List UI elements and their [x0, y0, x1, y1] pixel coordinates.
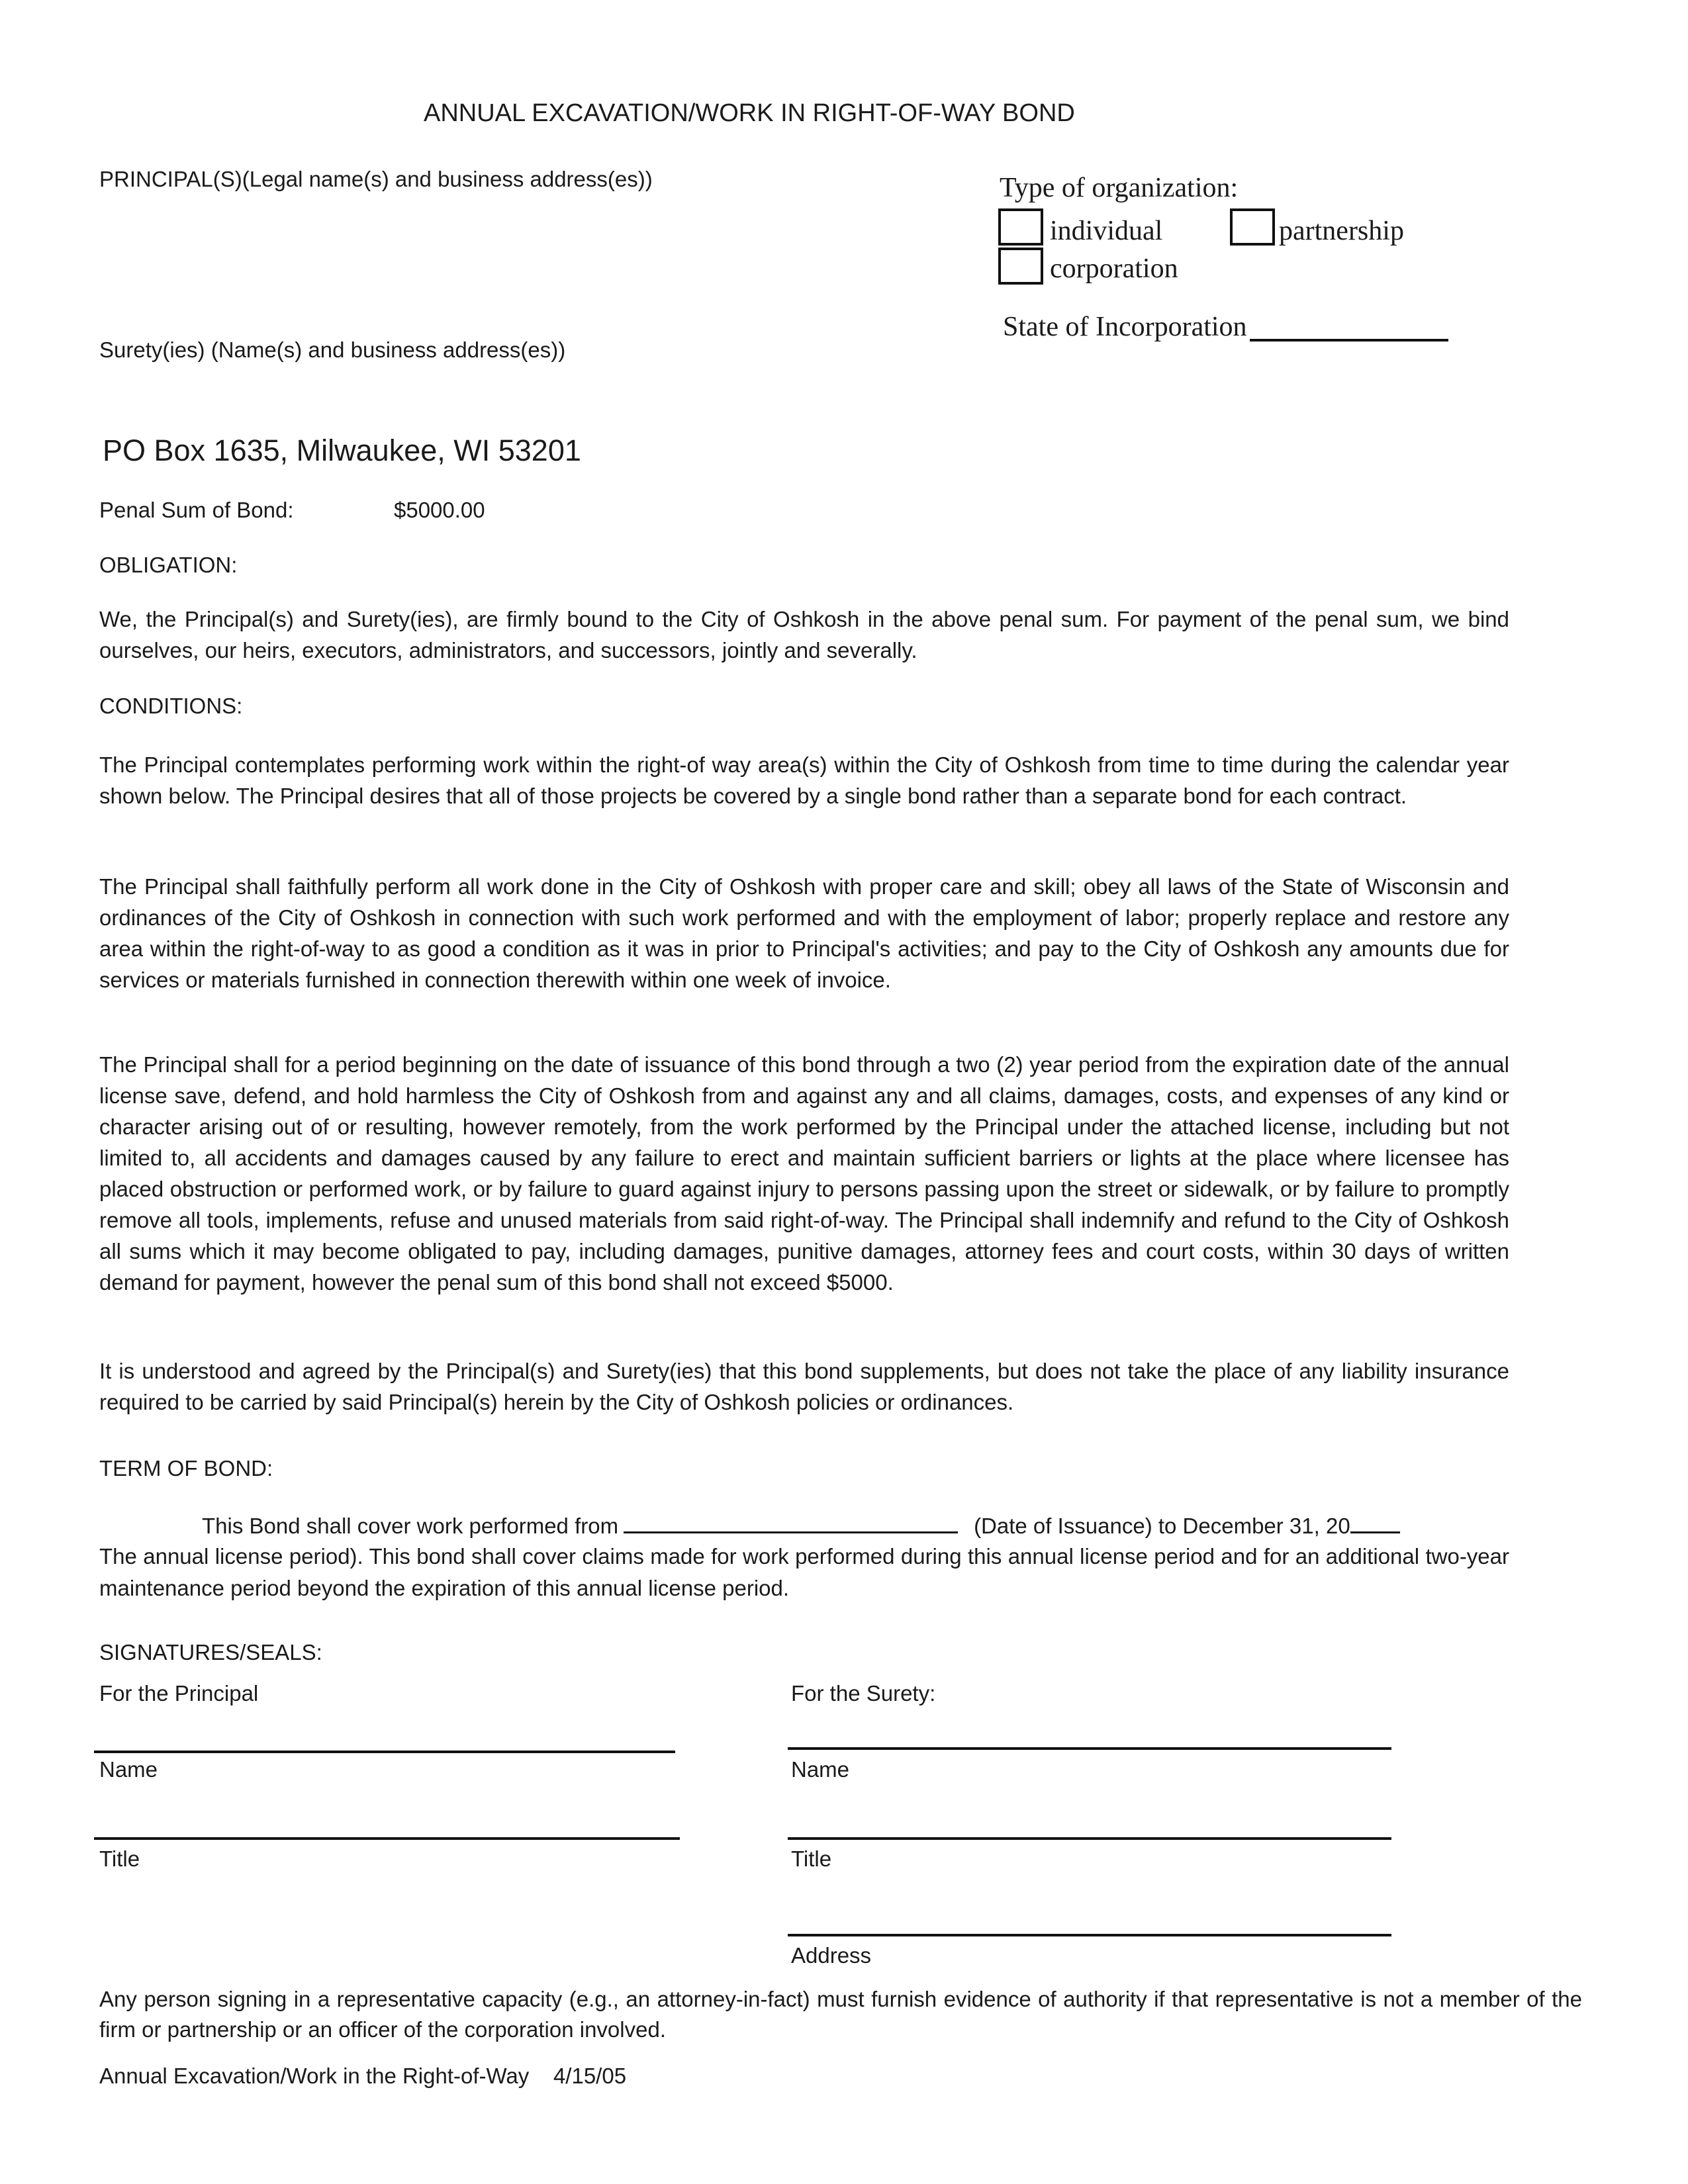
penal-sum-value: $5000.00	[394, 498, 485, 522]
obligation-text: We, the Principal(s) and Surety(ies), are firmly bound to the City of Oshkosh in the above penal sum. For payment of the penal sum, we bind ourselves, our heirs, executors, administrators, and successors, jointly and severally.	[99, 607, 1509, 662]
conditions-paragraph-1: The Principal contemplates performing work within the right-of way area(s) within the City of Oshkosh from time to time during the calendar year shown below. The Principal desires that all of those projects be covered by a single bond rather than a separate bond for each contract.	[99, 752, 1509, 808]
conditions-heading: CONDITIONS:	[99, 694, 243, 718]
surety-address-label: Address	[791, 1943, 872, 1968]
principal-title-label: Title	[99, 1846, 140, 1871]
term-line-prefix: This Bond shall cover work performed from	[202, 1514, 619, 1538]
surety-address: PO Box 1635, Milwaukee, WI 53201	[103, 433, 581, 467]
surety-label: Surety(ies) (Name(s) and business address(es))	[99, 338, 566, 362]
for-principal-label: For the Principal	[99, 1681, 259, 1706]
footer-form-id: Annual Excavation/Work in the Right-of-Way 4/15/05	[99, 2064, 627, 2088]
corporation-checkbox[interactable]	[998, 248, 1043, 285]
partnership-checkbox[interactable]	[1230, 208, 1275, 246]
representative-note: Any person signing in a representative capacity (e.g., an attorney-in-fact) must furnish evidence of authority if that representative is not a member of the firm or partnership or an officer of the corporation involved.	[99, 1987, 1582, 2042]
state-of-incorporation-label: State of Incorporation	[1003, 312, 1247, 342]
individual-label: individual	[1050, 216, 1163, 246]
principal-name-line[interactable]	[94, 1751, 675, 1753]
corporation-label: corporation	[1050, 253, 1178, 284]
partnership-label: partnership	[1279, 216, 1404, 246]
issuance-date-field[interactable]	[624, 1510, 958, 1533]
principal-name-label: Name	[99, 1757, 158, 1782]
signatures-heading: SIGNATURES/SEALS:	[99, 1640, 322, 1664]
individual-checkbox[interactable]	[998, 208, 1043, 246]
conditions-paragraph-4: It is understood and agreed by the Principal(s) and Surety(ies) that this bond supplements, but does not take the place of any liability insurance required to be carried by said Principal(s) herein by the City of Oshkosh policies or ordinances.	[99, 1359, 1509, 1414]
term-line	[202, 1510, 1405, 1539]
obligation-heading: OBLIGATION:	[99, 553, 238, 577]
surety-title-label: Title	[791, 1846, 832, 1871]
penal-sum-label: Penal Sum of Bond:	[99, 498, 294, 522]
for-surety-label: For the Surety:	[791, 1681, 936, 1706]
org-type-label: Type of organization:	[1000, 173, 1239, 203]
surety-name-line[interactable]	[788, 1747, 1391, 1750]
term-heading: TERM OF BOND:	[99, 1456, 273, 1480]
surety-address-line[interactable]	[788, 1934, 1391, 1936]
term-line-middle: (Date of Issuance) to December 31, 20	[974, 1514, 1350, 1538]
surety-title-line[interactable]	[788, 1837, 1391, 1840]
page-title: ANNUAL EXCAVATION/WORK IN RIGHT-OF-WAY BOND	[424, 99, 1075, 127]
conditions-paragraph-3: The Principal shall for a period beginning on the date of issuance of this bond through a two (2) year period from the expiration date of the annual license save, defend, and hold harmless the City of Oshkosh from and against any and all claims, damages, costs, and expenses of any kind or character arising out of or resulting, however remotely, from the work performed by the Principal under the attached license, including but not limited to, all accidents and damages caused by any failure to erect and maintain sufficient barriers or lights at the place where licensee has placed obstruction or performed work, or by failure to guard against injury to persons passing upon the street or sidewalk, or by failure to promptly remove all tools, implements, refuse and unused materials from said right-of-way. The Principal shall indemnify and refund to the City of Oshkosh all sums which it may become obligated to pay, including damages, punitive damages, attorney fees and court costs, within 30 days of written demand for payment, however the penal sum of this bond shall not exceed $5000.	[99, 1052, 1509, 1295]
conditions-paragraph-2: The Principal shall faithfully perform all work done in the City of Oshkosh with proper care and skill; obey all laws of the State of Wisconsin and ordinances of the City of Oshkosh in connection with such work performed and with the employment of labor; properly replace and restore any area within the right-of-way to as good a condition as it was in prior to Principal's activities; and pay to the City of Oshkosh any amounts due for services or materials furnished in connection therewith within one week of invoice.	[99, 874, 1509, 992]
principal-title-line[interactable]	[94, 1837, 680, 1840]
year-field[interactable]	[1350, 1510, 1400, 1533]
surety-name-label: Name	[791, 1757, 850, 1782]
term-continuation: The annual license period). This bond shall cover claims made for work performed during this annual license period and for an additional two-year maintenance period beyond the expiration of this annual license period.	[99, 1544, 1509, 1600]
principal-label: PRINCIPAL(S)(Legal name(s) and business address(es))	[99, 167, 653, 191]
state-of-incorporation-field[interactable]	[1250, 339, 1448, 341]
